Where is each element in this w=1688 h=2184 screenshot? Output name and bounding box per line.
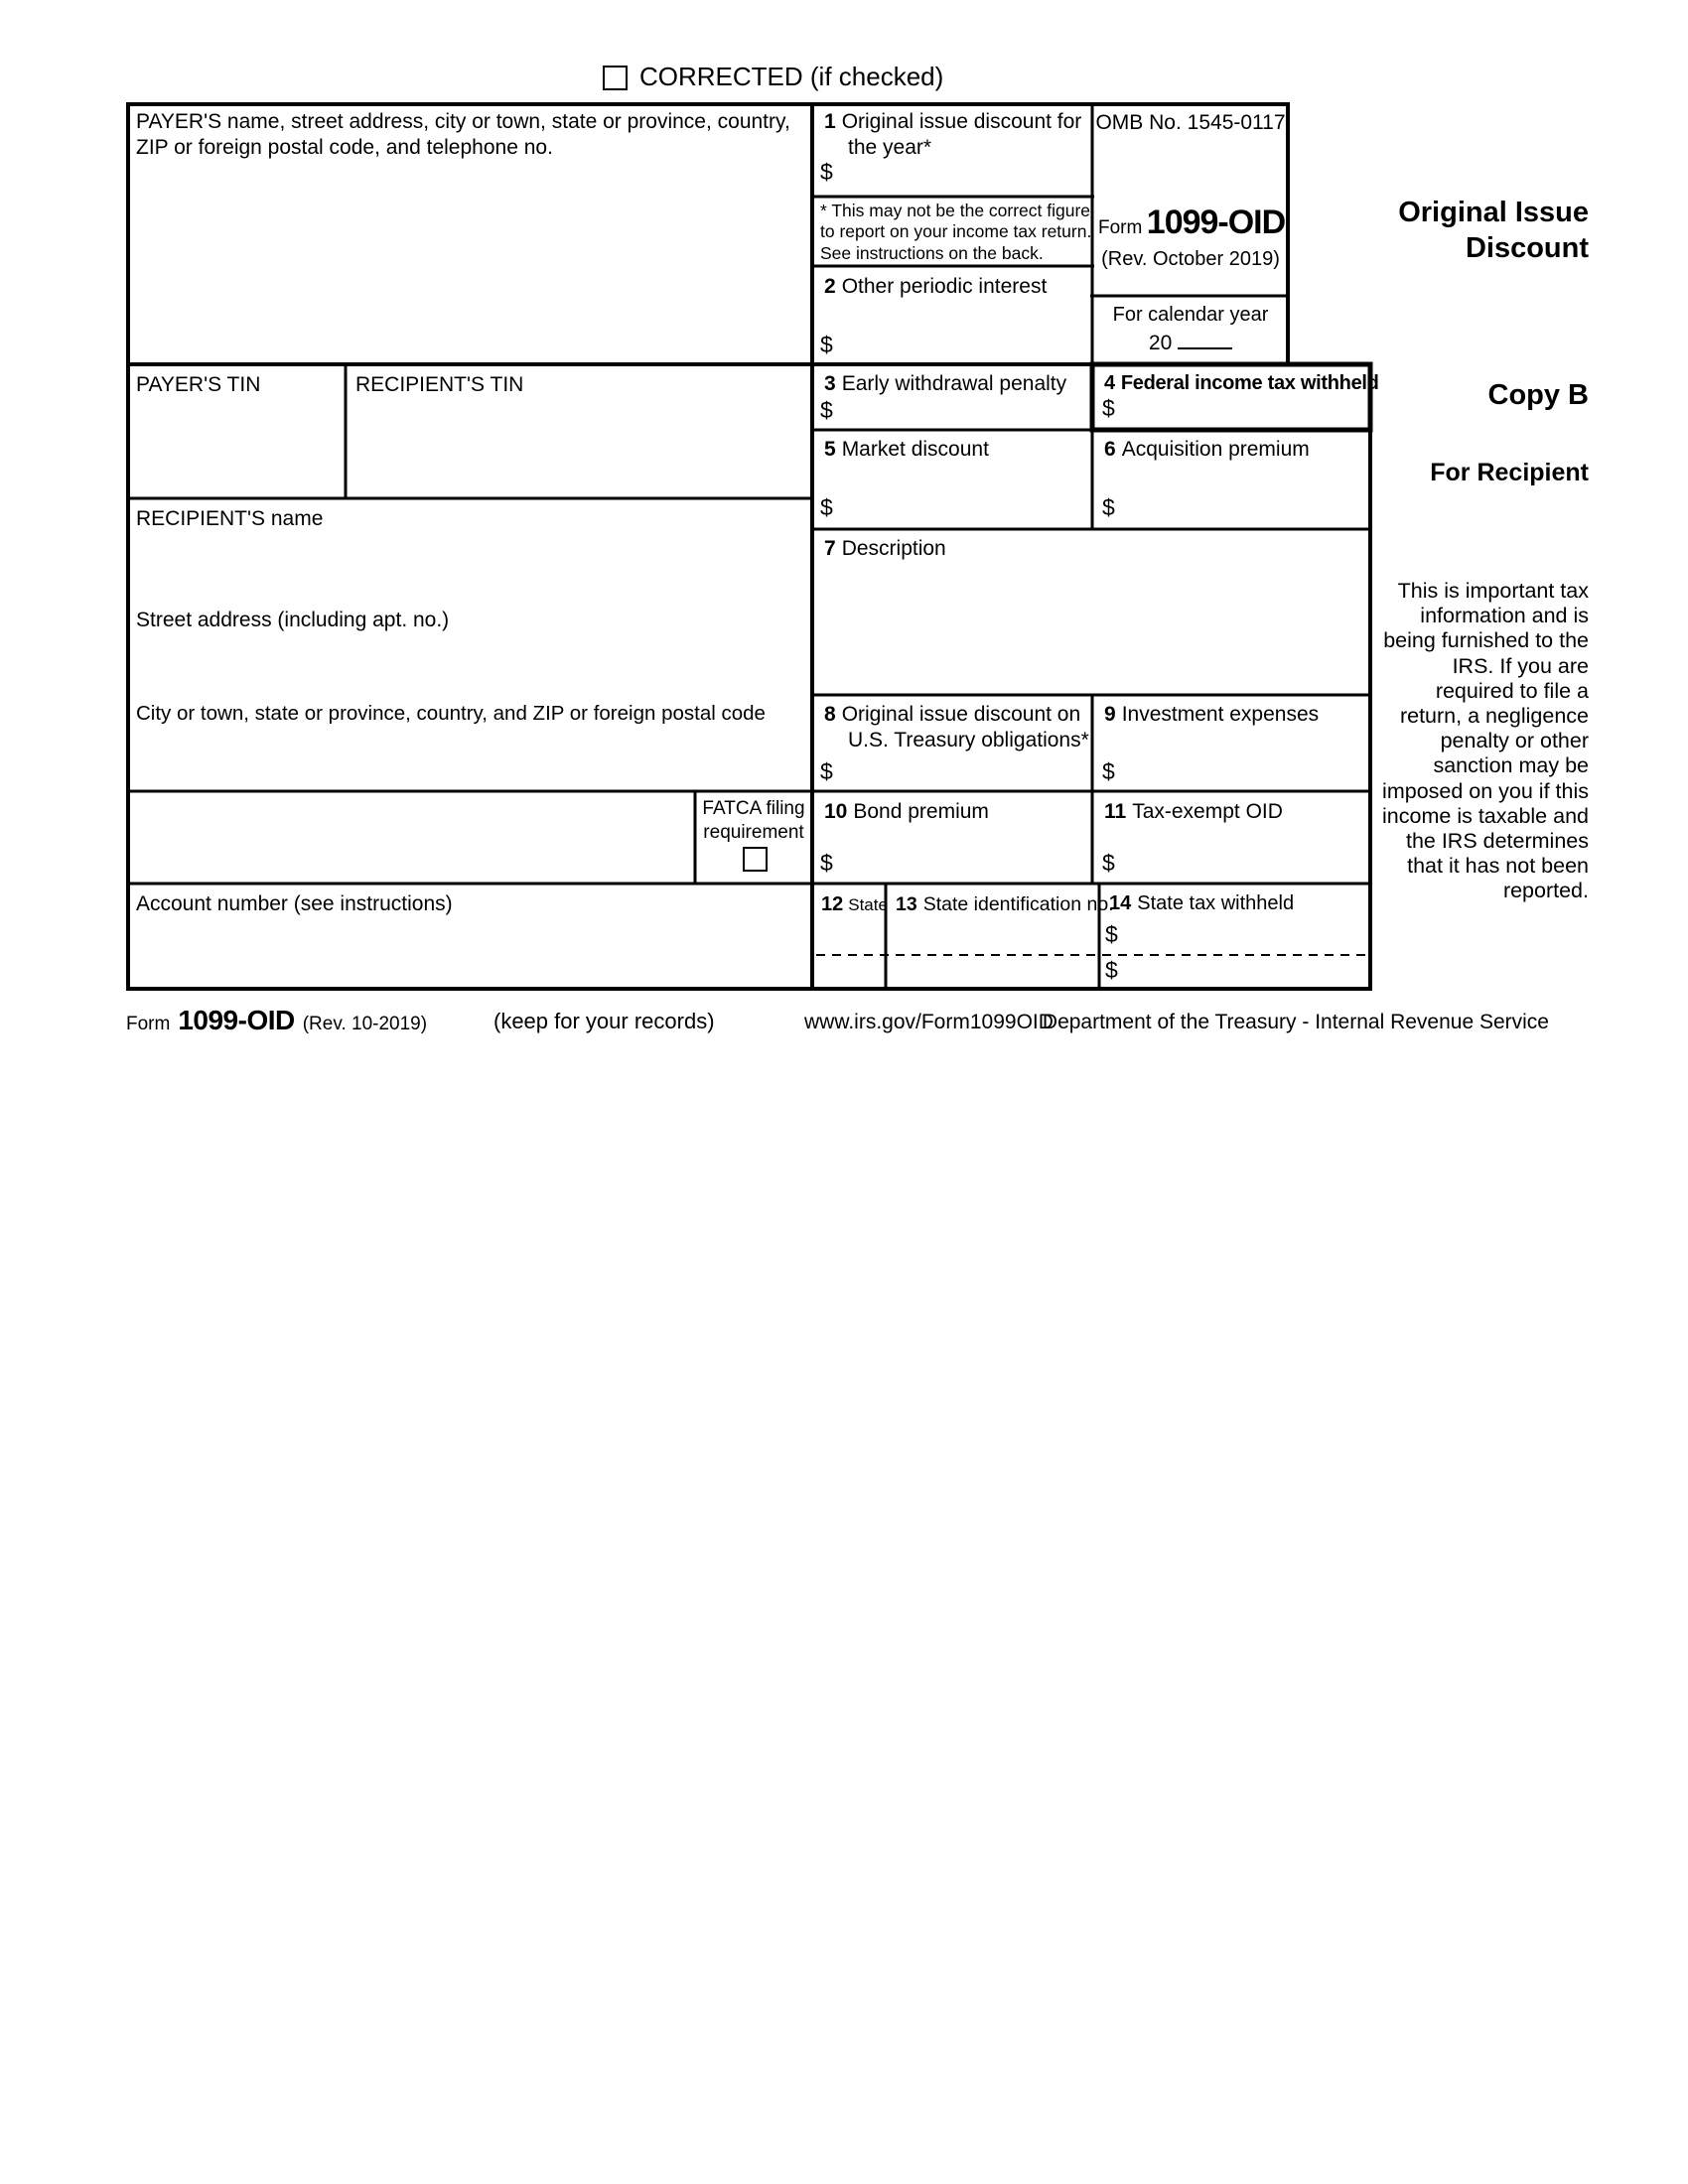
box3-number: 3 [824, 372, 836, 395]
calendar-year-entry [1094, 328, 1287, 355]
box8-number: 8 [824, 703, 836, 726]
box10-dollar: $ [820, 850, 833, 876]
box6-label: 6 Acquisition premium [1104, 438, 1310, 461]
recipient-city-label: City or town, state or province, country, and ZIP or foreign postal code [136, 702, 766, 725]
recipient-street-label: Street address (including apt. no.) [136, 609, 450, 631]
box2-dollar: $ [820, 332, 833, 357]
box4-number: 4 [1104, 372, 1115, 394]
box14-dollar-1: $ [1105, 921, 1118, 947]
form-title-line2: Discount [1465, 232, 1589, 264]
box5-label: 5 Market discount [824, 438, 989, 461]
box14-label: 14 State tax withheld [1109, 892, 1295, 914]
box7-label: 7 Description [824, 537, 946, 560]
box3-label: 3 Early withdrawal penalty [824, 372, 1067, 395]
box1-number: 1 [824, 110, 836, 133]
for-recipient-label: For Recipient [1430, 459, 1589, 486]
box6-dollar: $ [1102, 494, 1115, 520]
box12-number: 12 [821, 893, 844, 915]
fatca-label: FATCA filing requirement [702, 798, 805, 843]
box7-number: 7 [824, 537, 836, 560]
footer-revision: (Rev. 10-2019) [302, 1014, 428, 1034]
form-title-line1: Original Issue [1398, 197, 1589, 228]
form-revision: (Rev. October 2019) [1101, 248, 1280, 270]
box1-label: 1 Original issue discount for the year* [824, 110, 1082, 159]
box14-number: 14 [1109, 892, 1132, 914]
box8-dollar: $ [820, 758, 833, 784]
form-title [1370, 195, 1589, 266]
box1-dollar: $ [820, 159, 833, 185]
recipient-tin-label: RECIPIENT'S TIN [355, 373, 524, 396]
omb-number: OMB No. 1545-0117 [1095, 111, 1286, 134]
box11-label: 11 Tax-exempt OID [1104, 800, 1283, 823]
calendar-year-blank[interactable] [1178, 328, 1232, 349]
corrected-checkbox[interactable] [603, 66, 628, 90]
form-word: Form [1098, 217, 1143, 238]
box9-dollar: $ [1102, 758, 1115, 784]
form-number-block [1098, 204, 1287, 242]
box6-number: 6 [1104, 438, 1116, 461]
corrected-label: CORRECTED (if checked) [639, 62, 944, 91]
footer-form-number: 1099-OID [178, 1005, 295, 1035]
calendar-year-prefix: 20 [1148, 332, 1173, 354]
fatca-checkbox[interactable] [743, 847, 768, 872]
calendar-year-label: For calendar year [1112, 304, 1269, 326]
footer-form-word: Form [126, 1014, 171, 1034]
box1-note: * This may not be the correct figure to report on your income tax return. See instructions on the back. [820, 201, 1092, 263]
box14-dollar-2: $ [1105, 957, 1118, 983]
box2-number: 2 [824, 275, 836, 298]
box10-number: 10 [824, 800, 848, 823]
box9-label: 9 Investment expenses [1104, 703, 1320, 726]
footer-form-id [126, 1005, 427, 1036]
box9-number: 9 [1104, 703, 1116, 726]
box13-label: 13 State identification no. [896, 893, 1114, 915]
box11-dollar: $ [1102, 850, 1115, 876]
footer-irs-url: www.irs.gov/Form1099OID [804, 1011, 1054, 1033]
box11-number: 11 [1104, 800, 1127, 823]
payer-address-label: PAYER'S name, street address, city or town, state or province, country, ZIP or foreign postal code, and telephone no. [136, 110, 790, 159]
box4-dollar: $ [1102, 395, 1115, 421]
box4-label: 4 Federal income tax withheld [1104, 372, 1379, 394]
box5-number: 5 [824, 438, 836, 461]
box5-dollar: $ [820, 494, 833, 520]
payer-tin-label: PAYER'S TIN [136, 373, 261, 396]
box13-number: 13 [896, 893, 917, 915]
recipient-name-label: RECIPIENT'S name [136, 507, 324, 530]
account-number-label: Account number (see instructions) [136, 892, 453, 915]
copy-b-label: Copy B [1487, 379, 1589, 411]
box2-label: 2 Other periodic interest [824, 275, 1048, 298]
footer-keep-note: (keep for your records) [493, 1009, 715, 1033]
footer-department: Department of the Treasury - Internal Revenue Service [1042, 1011, 1549, 1033]
recipient-statement: This is important tax information and is being furnished to the IRS. If you are required to file a return, a negligence penalty or other sanction may be imposed on you if this income is taxable and the IRS determines that it has not been reported. [1382, 579, 1589, 903]
form-number: 1099-OID [1146, 204, 1286, 241]
box10-label: 10 Bond premium [824, 800, 989, 823]
box3-dollar: $ [820, 397, 833, 423]
box8-label: 8 Original issue discount on U.S. Treasury obligations* [824, 703, 1089, 751]
box12-label: 12 State [821, 893, 888, 915]
